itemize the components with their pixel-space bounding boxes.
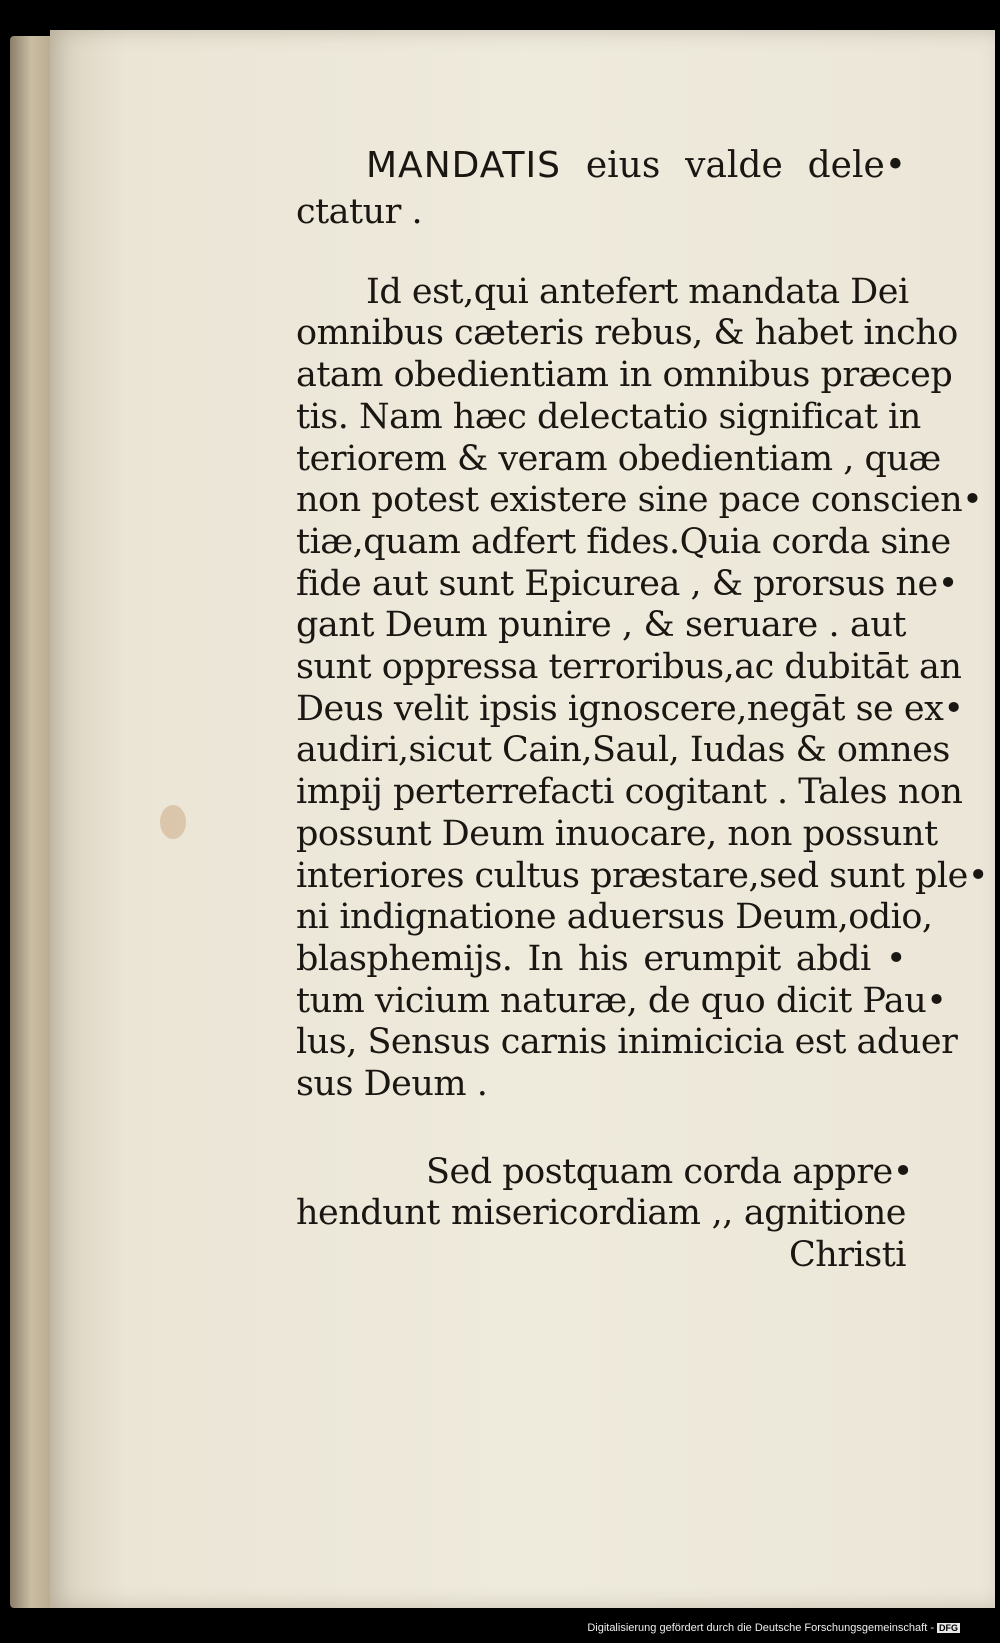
heading-caps: MANDATIS <box>366 145 561 186</box>
text-line: tis. Nam hæc delectatio significat in <box>296 396 921 437</box>
catchword: Christi <box>789 1235 906 1276</box>
credit-text: Digitalisierung gefördert durch die Deutsche Forschungsgemeinschaft - <box>587 1622 934 1634</box>
paragraph-gap <box>296 234 906 272</box>
text-line: lus, Sensus carnis inimicicia est aduer <box>296 1022 958 1063</box>
page-stain <box>160 805 186 839</box>
text-line: tum vicium naturæ, de quo dicit Pau• <box>296 980 947 1021</box>
text-line: interiores cultus præstare,sed sunt ple• <box>296 855 988 896</box>
text-block <box>296 140 988 1277</box>
text-line: tiæ,quam adfert fides.Quia corda sine <box>296 521 951 562</box>
text-line: audiri,sicut Cain,Saul, Iudas & omnes <box>296 730 950 771</box>
paragraph-gap <box>296 1106 906 1152</box>
text-line: sus Deum . <box>296 1064 488 1105</box>
heading-rest: eius valde dele• <box>585 145 906 186</box>
text-line: Id est,qui antefert mandata Dei <box>366 271 909 312</box>
digitization-credit <box>587 1622 960 1634</box>
text-line: Deus velit ipsis ignoscere,negāt se ex• <box>296 688 964 729</box>
text-line: Sed postquam corda appre• <box>426 1151 913 1192</box>
dfg-logo: DFG <box>939 1623 958 1633</box>
text-line: omnibus cæteris rebus, & habet incho <box>296 313 958 354</box>
text-line: non potest existere sine pace conscien• <box>296 480 983 521</box>
paragraph-1 <box>296 271 988 1106</box>
text-line: sunt oppressa terroribus,ac dubitāt an <box>296 647 962 688</box>
text-line: fide aut sunt Epicurea , & prorsus ne• <box>296 563 958 604</box>
heading-line <box>296 140 906 192</box>
text-line: possunt Deum inuocare, non possunt <box>296 813 938 854</box>
heading-continuation: ctatur . <box>296 192 423 232</box>
text-line: atam obedientiam in omnibus præcep <box>296 355 953 396</box>
text-line: teriorem & veram obedientiam , quæ <box>296 438 941 479</box>
text-line: ni indignatione aduersus Deum,odio, <box>296 897 933 938</box>
text-line: impij perterrefacti cogitant . Tales non <box>296 772 963 813</box>
text-line: gant Deum punire , & seruare . aut <box>296 605 906 646</box>
text-line: blasphemijs. In his erumpit abdi • <box>296 938 906 979</box>
paragraph-2 <box>296 1151 913 1277</box>
text-line: hendunt misericordiam ,, agnitione <box>296 1193 906 1234</box>
